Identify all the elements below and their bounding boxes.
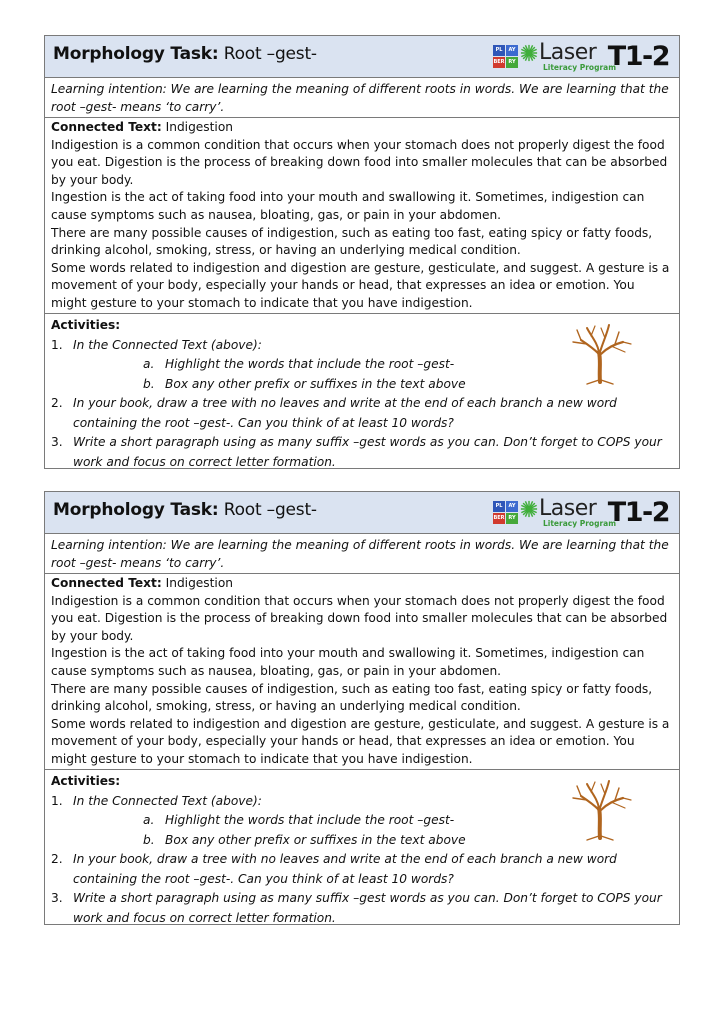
bare-tree-icon	[567, 778, 633, 842]
puzzle-piece: PL	[493, 501, 505, 512]
puzzle-piece: BER	[493, 513, 505, 524]
puzzle-piece: RY	[506, 513, 518, 524]
item-text: In your book, draw a tree with no leaves and write at the end of each branch a new word containing the root –gest-. Can you think of at least 10 words?	[73, 396, 617, 430]
paragraph: Some words related to indigestion and digestion are gesture, gesticulate, and suggest. A gesture is a movement of your body, especially your hands or head, that expresses an idea or emotion. You might gesture to your stomach to indicate that you have indigestion.	[51, 716, 670, 766]
activities	[45, 770, 679, 930]
card-title	[53, 44, 317, 64]
logo-brand: Laser	[539, 496, 597, 521]
item-number: 1.	[51, 337, 63, 352]
activity-item	[51, 889, 673, 928]
starburst-icon	[520, 44, 538, 62]
paragraph: Indigestion is a common condition that occurs when your stomach does not properly digest the food you eat. Digestion is the process of breaking down food into smaller molecules that can be absorbed by your body.	[51, 593, 668, 643]
paragraph: There are many possible causes of indigestion, such as eating too fast, eating spicy or fatty foods, drinking alcohol, smoking, stress, or having an underlying medical condition.	[51, 681, 653, 714]
activity-item	[51, 433, 673, 472]
bare-tree-icon	[567, 322, 633, 386]
connected-text-title: Indigestion	[165, 120, 233, 134]
puzzle-piece: AY	[506, 45, 518, 56]
title-rest: Root –gest-	[223, 44, 317, 64]
paragraph: Ingestion is the act of taking food into your mouth and swallowing it. Sometimes, indigestion can cause symptoms such as nausea, bloating, gas, or pain in your abdomen.	[51, 646, 645, 678]
item-text: Write a short paragraph using as many suffix –gest words as you can. Don’t forget to COPS your work and focus on correct letter formation.	[73, 435, 662, 469]
item-text: Box any other prefix or suffixes in the text above	[165, 376, 466, 391]
task-card	[44, 35, 680, 469]
laser-logo	[493, 497, 669, 529]
item-text: In the Connected Text (above):	[73, 337, 262, 352]
item-text: Box any other prefix or suffixes in the text above	[165, 832, 466, 847]
connected-text	[45, 118, 679, 314]
item-number: a.	[143, 357, 155, 371]
laser-logo	[493, 41, 669, 73]
learning-intention: Learning intention: We are learning the meaning of different roots in words. We are learning that the root –gest- means ‘to carry’.	[45, 78, 679, 118]
starburst-icon	[520, 500, 538, 518]
card-title	[53, 500, 317, 520]
connected-text-title: Indigestion	[165, 576, 233, 590]
puzzle-piece: BER	[493, 57, 505, 68]
paragraph: Ingestion is the act of taking food into your mouth and swallowing it. Sometimes, indigestion can cause symptoms such as nausea, bloating, gas, or pain in your abdomen.	[51, 190, 645, 222]
paragraph: There are many possible causes of indigestion, such as eating too fast, eating spicy or fatty foods, drinking alcohol, smoking, stress, or having an underlying medical condition.	[51, 225, 653, 258]
connected-text-label: Connected Text:	[51, 120, 162, 134]
item-text: Highlight the words that include the root –gest-	[165, 813, 455, 827]
item-number: b.	[143, 376, 155, 391]
activities	[45, 314, 679, 474]
paragraph: Some words related to indigestion and digestion are gesture, gesticulate, and suggest. A gesture is a movement of your body, especially your hands or head, that expresses an idea or emotion. You might gesture to your stomach to indicate that you have indigestion.	[51, 260, 670, 310]
title-bold: Morphology Task:	[53, 500, 219, 520]
puzzle-piece: AY	[506, 501, 518, 512]
card-header	[45, 492, 679, 534]
item-number: b.	[143, 832, 155, 847]
item-text: In your book, draw a tree with no leaves and write at the end of each branch a new word containing the root –gest-. Can you think of at least 10 words?	[73, 852, 617, 886]
item-number: 3.	[51, 891, 63, 905]
activities-label: Activities:	[51, 318, 121, 332]
item-number: 2.	[51, 852, 63, 866]
activities-label: Activities:	[51, 774, 121, 788]
connected-text	[45, 574, 679, 770]
item-number: 1.	[51, 793, 63, 808]
activity-item	[51, 850, 673, 889]
item-number: a.	[143, 813, 155, 827]
item-number: 3.	[51, 435, 63, 449]
puzzle-piece: RY	[506, 57, 518, 68]
task-card	[44, 491, 680, 925]
puzzle-icon	[493, 501, 519, 525]
item-number: 2.	[51, 396, 63, 410]
activity-item	[51, 394, 673, 433]
item-text: Highlight the words that include the root –gest-	[165, 357, 455, 371]
title-bold: Morphology Task:	[53, 44, 219, 64]
level-label: T1-2	[607, 497, 669, 528]
card-header	[45, 36, 679, 78]
title-rest: Root –gest-	[223, 500, 317, 520]
level-label: T1-2	[607, 41, 669, 72]
logo-tagline: Literacy Program	[543, 63, 617, 72]
paragraph: Indigestion is a common condition that occurs when your stomach does not properly digest the food you eat. Digestion is the process of breaking down food into smaller molecules that can be absorbed by your body.	[51, 137, 668, 187]
puzzle-icon	[493, 45, 519, 69]
item-text: In the Connected Text (above):	[73, 793, 262, 808]
logo-tagline: Literacy Program	[543, 519, 617, 528]
learning-intention: Learning intention: We are learning the meaning of different roots in words. We are learning that the root –gest- means ‘to carry’.	[45, 534, 679, 574]
item-text: Write a short paragraph using as many suffix –gest words as you can. Don’t forget to COPS your work and focus on correct letter formation.	[73, 891, 662, 925]
logo-brand: Laser	[539, 40, 597, 65]
puzzle-piece: PL	[493, 45, 505, 56]
connected-text-label: Connected Text:	[51, 576, 162, 590]
